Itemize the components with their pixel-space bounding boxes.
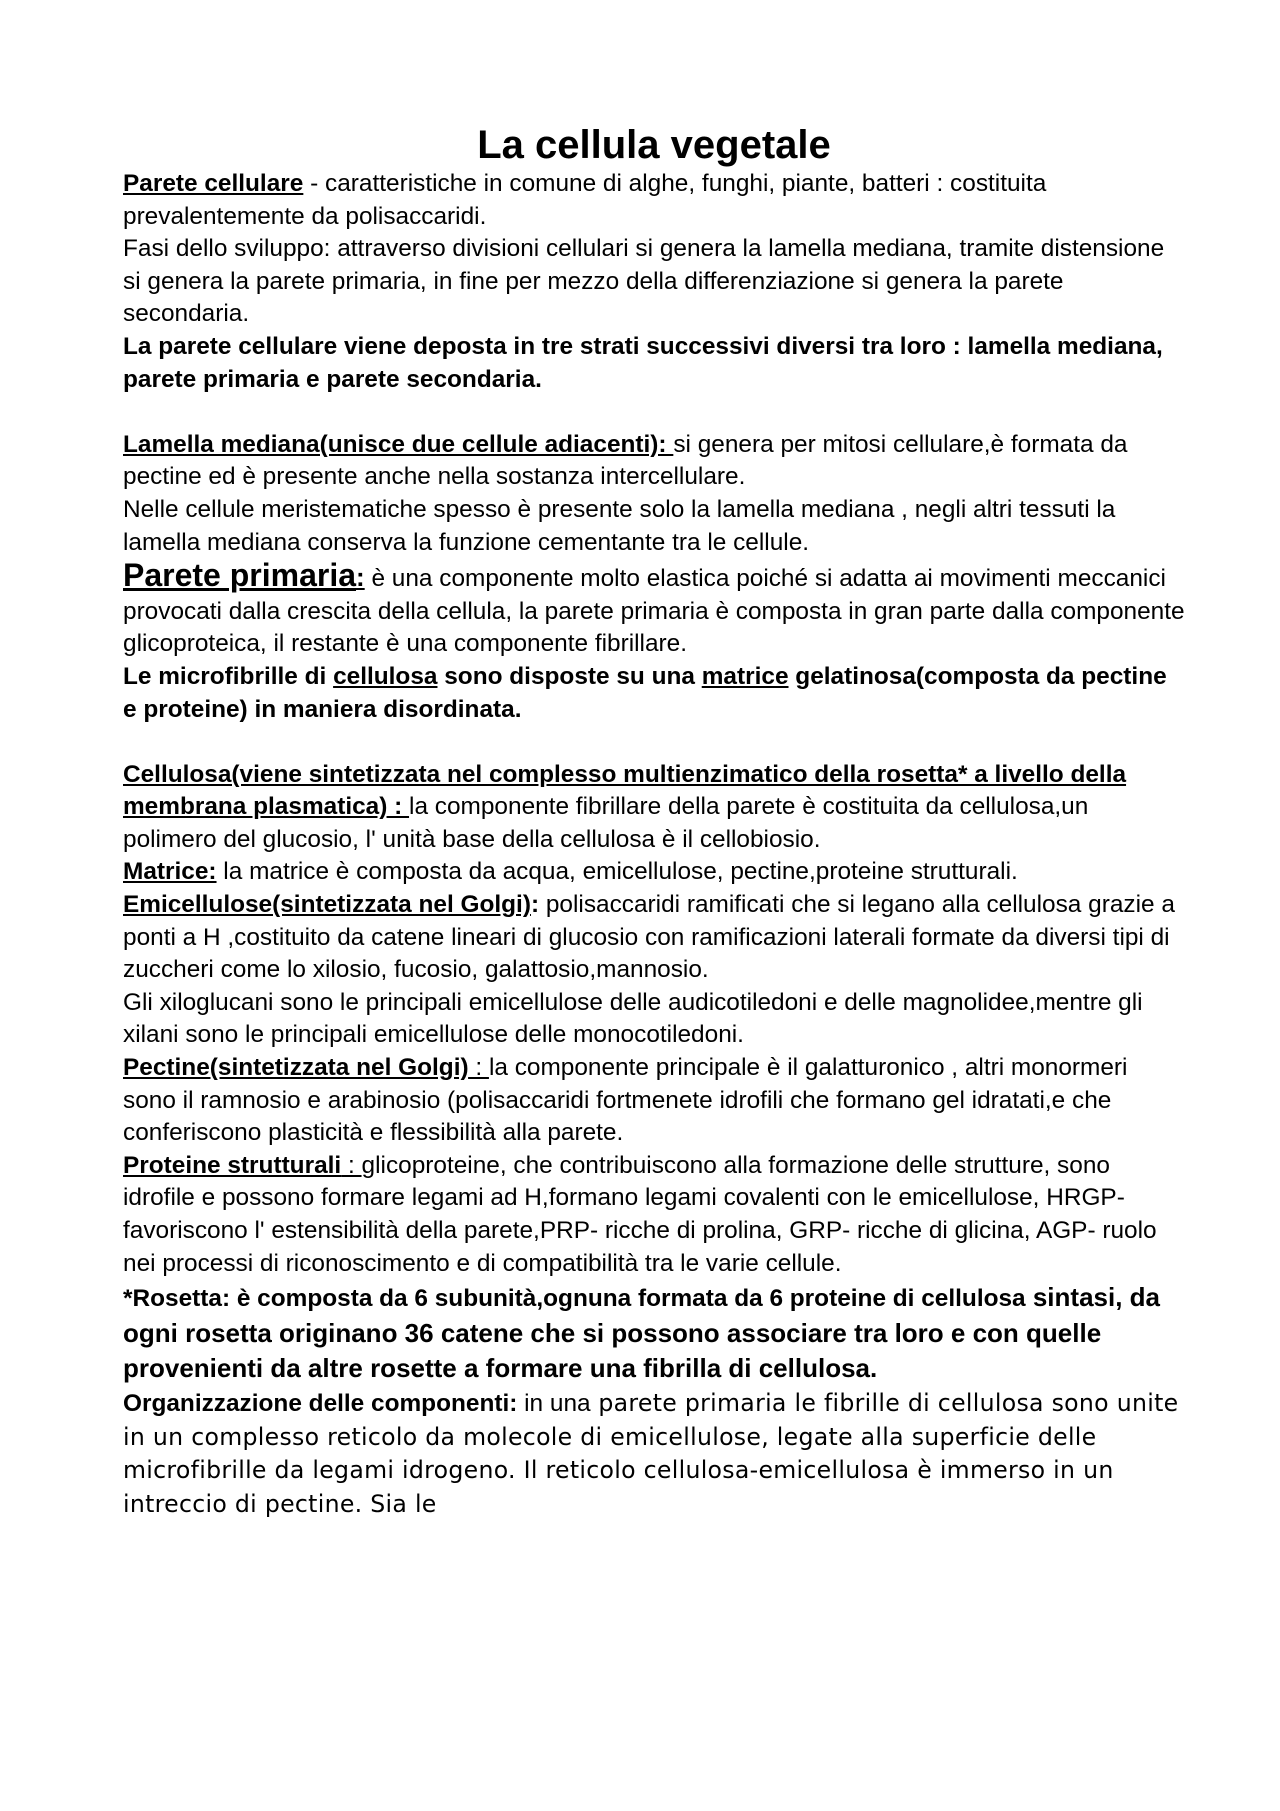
heading-emicellulose: Emicellulose(sintetizzata nel Golgi)	[123, 891, 531, 919]
heading-colon: :	[468, 1054, 489, 1082]
paragraph-meristematiche: Nelle cellule meristematiche spesso è presente solo la lamella mediana , negli altri tessuti la lamella mediana conserva la funzione cementante tra le cellule.	[123, 495, 1116, 556]
paragraph-matrice	[123, 856, 1185, 889]
heading-colon: :	[341, 1151, 362, 1179]
heading-proteine: Proteine strutturali	[123, 1151, 342, 1179]
paragraph-cellulosa	[123, 759, 1185, 857]
paragraph-strati: La parete cellulare viene deposta in tre strati successivi diversi tra loro : lamella mediana, parete primaria e parete secondaria.	[123, 332, 1163, 393]
heading-organizzazione: Organizzazione delle componenti:	[123, 1389, 518, 1417]
heading-matrice: Matrice:	[123, 858, 217, 886]
document-page	[123, 120, 1185, 1521]
term-matrice: matrice	[701, 662, 789, 690]
paragraph-fasi-sviluppo: Fasi dello sviluppo: attraverso divisioni cellulari si genera la lamella mediana, tramite distensione si genera la parete primaria, in fine per mezzo della differenziazione si genera la parete secondaria.	[123, 235, 1165, 328]
blank-line	[123, 396, 1185, 429]
heading-colon: :	[530, 891, 540, 919]
paragraph-microfibrille	[123, 661, 1185, 726]
paragraph-text: la matrice è composta da acqua, emicellulose, pectine,proteine strutturali.	[216, 858, 1018, 886]
paragraph-text: - caratteristiche in comune di alghe, funghi, piante, batteri : costituita prevalentemente da polisaccaridi.	[123, 170, 1047, 230]
text-run: parete primaria le fibrille di cellulosa sono unite in un complesso reticolo da molecole di emicellulose, legate alla superficie delle microfibrille da legami idrogeno. Il reticolo cellulosa-emicellulosa è immerso in un intreccio di pectine. Sia le	[123, 1388, 1179, 1518]
heading-pectine: Pectine(sintetizzata nel Golgi)	[123, 1054, 469, 1082]
heading-parete-cellulare: Parete cellulare	[123, 170, 304, 197]
paragraph-organizzazione	[123, 1387, 1185, 1521]
paragraph-proteine	[123, 1150, 1185, 1280]
paragraph-text: la componente principale è il galatturonico , altri monormeri sono il ramnosio e arabinosio (polisaccaridi fortmenete idrofili che formano gel idratati,e che conferiscono plasticità e flessibilità alla parete.	[123, 1054, 1128, 1147]
text-run: sono disposte su una	[437, 662, 702, 690]
heading-lamella-mediana: Lamella mediana(unisce due cellule adiacenti):	[123, 430, 674, 458]
paragraph-text: glicoproteine, che contribuiscono alla formazione delle strutture, sono idrofile e possono formare legami ad H,formano legami covalenti con le emicellulose, HRGP- favoriscono l' estensibilità della parete,PRP- ricche di prolina, GRP- ricche di glicina, AGP- ruolo nei processi di riconoscimento e di compatibilità tra le varie cellule.	[123, 1151, 1157, 1277]
blank-line	[123, 726, 1185, 759]
page-title: La cellula vegetale	[477, 123, 831, 167]
paragraph-text: la componente fibrillare della parete è costituita da cellulosa,un polimero del glucosio, l' unità base della cellulosa è il cellobiosio.	[123, 793, 1089, 853]
paragraph-parete-primaria	[123, 559, 1185, 661]
term-cellulosa: cellulosa	[333, 662, 438, 690]
paragraph-parete-cellulare	[123, 168, 1185, 233]
paragraph-lamella-mediana	[123, 429, 1185, 494]
paragraph-rosetta	[123, 1280, 1185, 1387]
heading-parete-primaria: Parete primaria	[123, 557, 357, 594]
paragraph-pectine	[123, 1052, 1185, 1150]
heading-colon: :	[356, 562, 365, 593]
text-run: Le microfibrille di	[123, 662, 334, 690]
paragraph-text: è una componente molto elastica poiché si adatta ai movimenti meccanici provocati dalla crescita della cellula, la parete primaria è composta in gran parte dalla componente glicoproteica, il restante è una componente fibrillare.	[123, 565, 1185, 658]
text-run: *Rosetta: è composta da 6 subunità,ognuna formata da 6 proteine di cellulosa	[123, 1285, 1026, 1313]
heading-cellulosa: Cellulosa(viene sintetizzata nel complesso multienzimatico della rosetta* a livello della membrana plasmatica) :	[123, 760, 1127, 821]
text-run: sintasi, da ogni rosetta originano 36 catene che si possono associare tra loro e con quelle provenienti da altre rosette a formare una fibrilla di cellulosa.	[123, 1282, 1161, 1384]
paragraph-emicellulose	[123, 889, 1185, 987]
paragraph-text: polisaccaridi ramificati che si legano alla cellulosa grazie a ponti a H ,costituito da catene lineari di glucosio con ramificazioni laterali formate da diversi tipi di zuccheri come lo xilosio, fucosio, galattosio,mannosio.	[123, 891, 1175, 984]
paragraph-xiloglucani: Gli xiloglucani sono le principali emicellulose delle audicotiledoni e delle magnolidee,mentre gli xilani sono le principali emicellulose delle monocotiledoni.	[123, 988, 1143, 1049]
text-run: gelatinosa(composta da pectine e proteine) in maniera disordinata.	[123, 662, 1167, 723]
paragraph-text: si genera per mitosi cellulare,è formata da pectine ed è presente anche nella sostanza intercellulare.	[123, 430, 1128, 491]
text-run: in una	[517, 1389, 591, 1417]
